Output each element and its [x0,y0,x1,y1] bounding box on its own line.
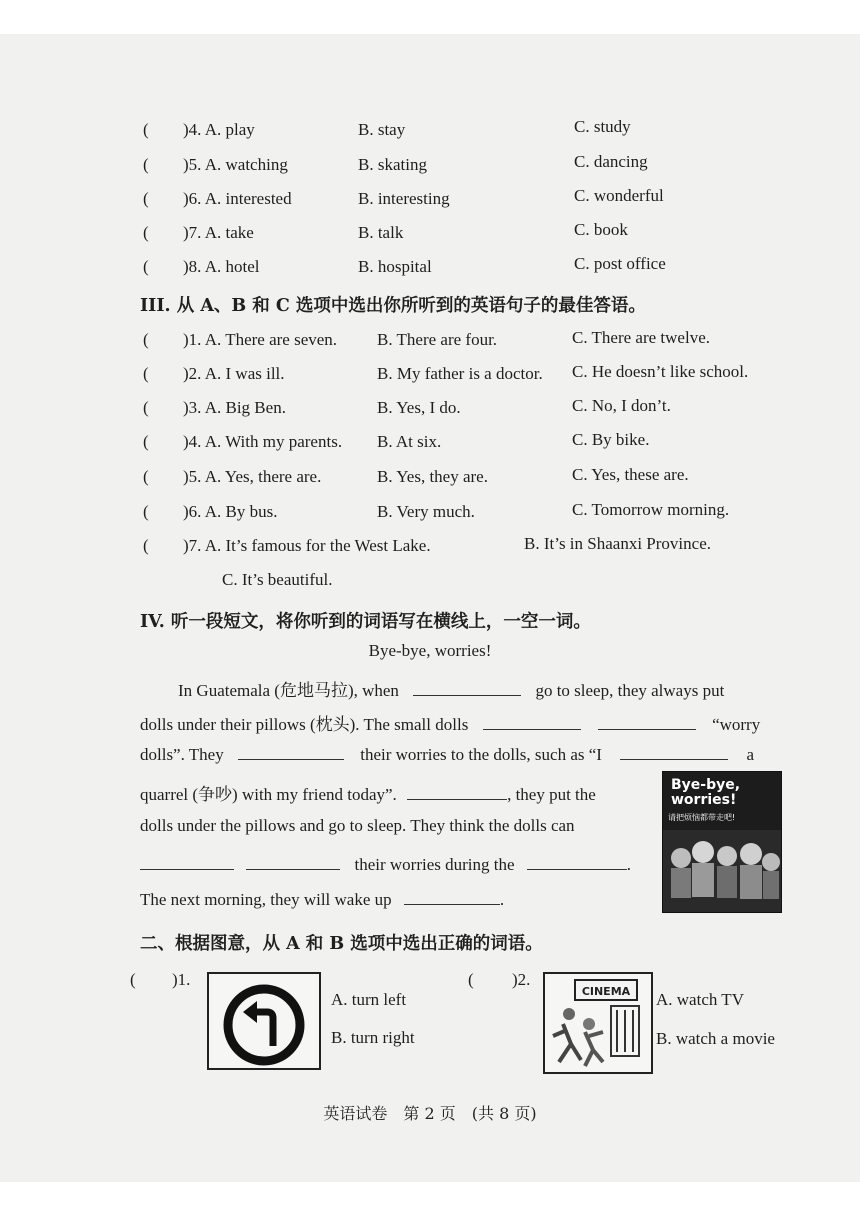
option-b: B. My father is a doctor. [377,364,543,383]
passage-text: . [499,890,505,909]
option-b: B. interesting [358,189,450,208]
answer-paren[interactable]: ( [143,536,149,555]
option-b: B. Very much. [377,502,475,521]
passage-text: a [746,745,754,764]
option-c: C. Tomorrow morning. [572,500,730,519]
section-heading-III: III. 从 A、B 和 C 选项中选出你所听到的英语句子的最佳答语。 [140,296,646,316]
passage-line [140,890,504,910]
turn-left-sign-image [207,972,321,1070]
passage-text: dolls”. They [140,745,224,764]
option-b: B. It’s in Shaanxi Province. [524,534,711,553]
section-heading-picture: 二、根据图意，从 A 和 B 选项中选出正确的词语。 [140,934,543,954]
question-number: )1. [172,970,191,989]
answer-paren[interactable]: ( [143,330,149,349]
answer-blank[interactable] [483,728,581,730]
option-a: )4. A. With my parents. [183,432,343,451]
option-c: C. wonderful [574,186,664,205]
option-b: B. watch a movie [656,1029,775,1048]
passage-text: dolls under their pillows (枕头). The small dolls [140,715,469,734]
image-caption: 请把烦恼都带走吧! [668,813,736,822]
answer-paren[interactable]: ( [468,970,474,989]
cinema-illustration [545,974,651,1072]
question-number: )2. [512,970,531,989]
answer-paren[interactable]: ( [130,970,136,989]
cinema-sign: CINEMA [581,985,631,998]
passage-line [140,780,596,805]
option-c: C. book [574,220,628,239]
answer-paren[interactable]: ( [143,155,149,174]
answer-paren[interactable]: ( [143,502,149,521]
dolls-illustration [663,772,781,912]
option-b: B. skating [358,155,427,174]
option-b: B. At six. [377,432,442,451]
option-c: C. It’s beautiful. [222,570,333,589]
turn-left-icon [209,974,319,1068]
option-a: )4. A. play [183,120,255,139]
option-a: A. turn left [331,990,407,1009]
answer-blank[interactable] [598,728,696,730]
answer-paren[interactable]: ( [143,257,149,276]
option-c: C. No, I don’t. [572,396,671,415]
option-b: B. Yes, they are. [377,467,488,486]
option-c: C. There are twelve. [572,328,710,347]
option-a: )3. A. Big Ben. [183,398,286,417]
option-a: )8. A. hotel [183,257,260,276]
passage-line [140,745,754,765]
option-b: B. turn right [331,1028,415,1047]
answer-blank[interactable] [404,903,500,905]
option-b: B. hospital [358,257,432,276]
passage-line [140,855,631,875]
answer-blank[interactable] [238,758,344,760]
passage-text: their worries to the dolls, such as “I [360,745,602,764]
photo-border-bottom [0,1182,860,1217]
passage-text: quarrel (争吵) with my friend today”. [140,785,397,804]
answer-paren[interactable]: ( [143,189,149,208]
passage-title: Bye-bye, worries! [368,641,492,660]
option-a: )6. A. By bus. [183,502,278,521]
passage-text: go to sleep, they always put [535,681,725,700]
option-a: )6. A. interested [183,189,292,208]
option-a: A. watch TV [656,990,744,1009]
passage-text: “worry [712,715,761,734]
option-a: )5. A. watching [183,155,288,174]
option-a: )1. A. There are seven. [183,330,338,349]
passage-text: . [626,855,632,874]
answer-blank[interactable] [246,868,340,870]
option-b: B. stay [358,120,406,139]
page-footer: 英语试卷 第 2 页 (共 8 页) [323,1104,537,1123]
option-c: C. study [574,117,631,136]
worry-dolls-image [662,771,782,913]
passage-text: their worries during the [354,855,515,874]
option-c: C. dancing [574,152,648,171]
cinema-image [543,972,653,1074]
option-a: )7. A. It’s famous for the West Lake. [183,536,431,555]
answer-blank[interactable] [407,798,507,800]
passage-line [178,676,724,701]
answer-blank[interactable] [527,868,627,870]
section-heading-IV: IV. 听一段短文，将你听到的词语写在横线上，一空一词。 [140,612,591,632]
answer-paren[interactable]: ( [143,432,149,451]
option-a: )7. A. take [183,223,254,242]
option-c: C. By bike. [572,430,650,449]
option-c: C. He doesn’t like school. [572,362,749,381]
photo-border-top [0,0,860,34]
passage-text: dolls under the pillows and go to sleep. They think the dolls can [140,816,575,835]
answer-paren[interactable]: ( [143,120,149,139]
image-title: Bye-bye, worries! [671,777,741,808]
answer-blank[interactable] [413,694,521,696]
answer-paren[interactable]: ( [143,467,149,486]
passage-line [140,816,575,836]
option-b: B. talk [358,223,404,242]
answer-blank[interactable] [140,868,234,870]
answer-blank[interactable] [620,758,728,760]
answer-paren[interactable]: ( [143,223,149,242]
passage-text: , they put the [507,785,596,804]
option-a: )5. A. Yes, there are. [183,467,322,486]
option-b: B. There are four. [377,330,498,349]
passage-text: In Guatemala (危地马拉), when [178,681,399,700]
option-b: B. Yes, I do. [377,398,461,417]
option-c: C. post office [574,254,666,273]
passage-text: The next morning, they will wake up [140,890,392,909]
option-a: )2. A. I was ill. [183,364,285,383]
answer-paren[interactable]: ( [143,364,149,383]
passage-line [140,710,760,735]
answer-paren[interactable]: ( [143,398,149,417]
option-c: C. Yes, these are. [572,465,689,484]
